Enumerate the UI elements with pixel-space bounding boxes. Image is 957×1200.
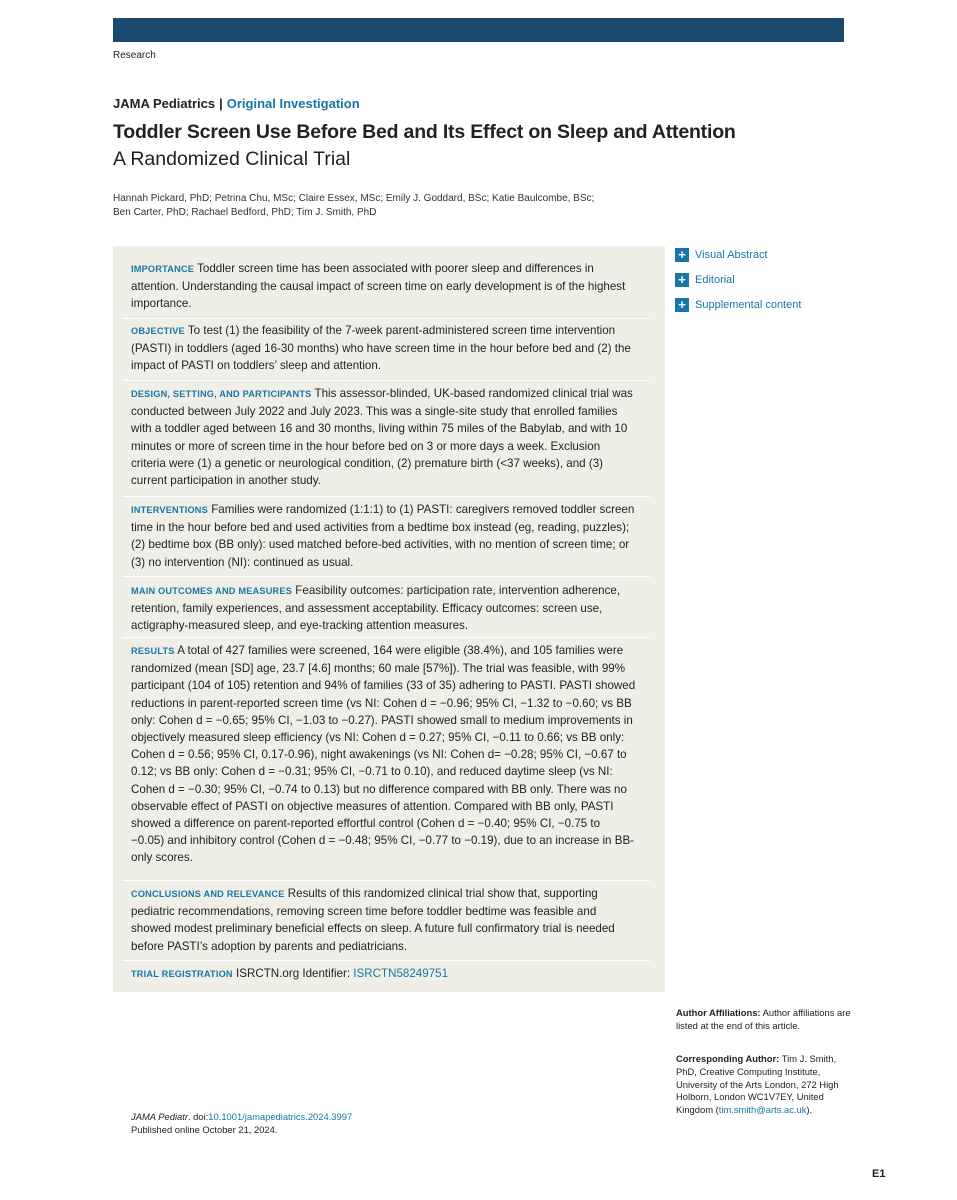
abstract-results — [131, 642, 636, 867]
abstract-interventions — [131, 501, 636, 571]
divider — [123, 960, 650, 961]
abstract-heading: OBJECTIVE — [131, 326, 185, 336]
journal-line — [113, 96, 360, 111]
supplemental-content-link[interactable] — [675, 292, 801, 317]
abstract-text: To test (1) the feasibility of the 7-week parent-administered screen time intervention (PASTI) in toddlers (aged 16-30 months) who have screen time in the hour before bed and (2) the impact of PASTI on toddlers’ sleep and attention. — [131, 324, 631, 373]
abstract-text: Families were randomized (1:1:1) to (1) PASTI: caregivers removed toddler screen time in the hour before bed and used activities from a bedtime box instead (eg, reading, puzzles); (2) bedtime box (BB only): used matched before-bed activities, with no mention of screen time; or (3) no intervention (NI): continued as usual. — [131, 503, 635, 569]
abstract-box — [113, 246, 665, 992]
registration-link[interactable]: ISRCTN58249751 — [353, 967, 449, 980]
plus-icon: + — [675, 273, 689, 287]
abstract-heading: RESULTS — [131, 646, 175, 656]
section-label: Research — [113, 50, 156, 61]
affiliations-heading: Author Affiliations: — [676, 1007, 761, 1018]
divider — [123, 496, 650, 497]
citation — [131, 1110, 352, 1136]
abstract-heading: DESIGN, SETTING, AND PARTICIPANTS — [131, 389, 312, 399]
affiliations-text: Author affiliations are listed at the end of this article. — [676, 1007, 851, 1031]
corresponding-heading: Corresponding Author: — [676, 1053, 780, 1064]
abstract-text: Toddler screen time has been associated with poorer sleep and differences in attention. Understanding the causal impact of screen time on early development is of the highest importance. — [131, 262, 626, 311]
plus-icon: + — [675, 298, 689, 312]
divider — [123, 318, 650, 319]
citation-doi-line — [131, 1110, 352, 1123]
divider — [123, 380, 650, 381]
abstract-conclusions — [131, 885, 636, 955]
abstract-importance — [131, 260, 636, 313]
abstract-text: A total of 427 families were screened, 164 were eligible (38.4%), and 105 families were randomized (mean [SD] age, 23.7 [4.6] months; 60 male [57%]). The trial was feasible, with 99% participant (104 of 105) retention and 94% of families (33 of 35) adhering to PASTI. PASTI showed reductions in parent-reported screen time (vs NI: Cohen d = −0.96; 95% CI, −1.32 to −0.60; vs BB only: Cohen d = −0.65; 95% CI, −1.03 to −0.27). PASTI showed small to medium improvements in objectively measured sleep efficiency (vs NI: Cohen d = 0.27; 95% CI, −0.11 to 0.66; vs BB only: Cohen d = 0.56; 95% CI, 0.17-0.96), night awakenings (vs NI: Cohen d= −0.28; 95% CI, −0.67 to 0.12; vs BB only: Cohen d = −0.31; 95% CI, −0.71 to 0.10), and reduced daytime sleep (vs NI: Cohen d = −0.30; 95% CI, −0.74 to 0.13) but no difference compared with BB only. There was no observable effect of PASTI on objective measures of attention. Compared with BB only, PASTI showed a difference on parent-reported effortful control (Cohen d = −0.40; 95% CI, −0.75 to −0.05) and inhibitory control (Cohen d = −0.48; 95% CI, −0.77 to −0.19), due to an increase in BB-only scores. — [131, 644, 636, 865]
abstract-text: Results of this randomized clinical trial show that, supporting pediatric recommendations, removing screen time before toddler bedtime was feasible and showed modest preliminary beneficial effects on sleep. A future full confirmatory trial is needed before PASTI’s adoption by parents and pediatricians. — [131, 887, 615, 953]
article-subtitle: A Randomized Clinical Trial — [113, 148, 351, 170]
visual-abstract-link[interactable] — [675, 242, 801, 267]
doi-prefix: . doi: — [187, 1111, 209, 1122]
plus-icon: + — [675, 248, 689, 262]
citation-journal: JAMA Pediatr — [131, 1111, 188, 1122]
divider — [123, 637, 650, 638]
editorial-link[interactable] — [675, 267, 801, 292]
article-title: Toddler Screen Use Before Bed and Its Effect on Sleep and Attention — [113, 121, 736, 143]
published-date: Published online October 21, 2024. — [131, 1124, 278, 1135]
divider — [123, 576, 650, 577]
separator: | — [219, 96, 223, 111]
link-label[interactable]: Visual Abstract — [695, 248, 768, 261]
email-close: ). — [806, 1104, 813, 1116]
email-link[interactable]: tim.smith@arts.ac.uk — [718, 1104, 807, 1116]
abstract-outcomes — [131, 582, 636, 635]
abstract-heading: TRIAL REGISTRATION — [131, 969, 233, 979]
corresponding-author — [676, 1053, 852, 1117]
email-open: ( — [715, 1104, 719, 1116]
link-label[interactable]: Editorial — [695, 273, 735, 286]
author-affiliations — [676, 1007, 852, 1033]
abstract-text: This assessor-blinded, UK-based randomized clinical trial was conducted between July 2022 and July 2023. This was a single-site study that enrolled families with a toddler aged between 16 and 30 months, living within 75 miles of the Babylab, and with 10 minutes or more of screen time in the hour before bed on 3 or more days a week. Exclusion criteria were (1) a genetic or neurological condition, (2) premature birth (<37 weeks), and (3) current participation in another study. — [131, 387, 633, 488]
abstract-objective — [131, 322, 636, 375]
abstract-text: Feasibility outcomes: participation rate, intervention adherence, retention, family experiences, and assessment acceptability. Efficacy outcomes: screen use, actigraphy-measured sleep, and eye-tracking attention measures. — [131, 584, 621, 633]
abstract-text: ISRCTN.org Identifier: — [236, 967, 351, 980]
corresponding-text: Tim J. Smith, PhD, Creative Computing Institute, University of the Arts London, 272 High Holborn, London WC1V7EY, United Kingdom — [676, 1053, 839, 1116]
abstract-design — [131, 385, 636, 489]
divider — [123, 880, 650, 881]
authors-line-2: Ben Carter, PhD; Rachael Bedford, PhD; Tim J. Smith, PhD — [113, 207, 377, 218]
link-label[interactable]: Supplemental content — [695, 298, 802, 311]
header-bar — [113, 18, 844, 42]
abstract-heading: IMPORTANCE — [131, 264, 195, 274]
authors-line-1: Hannah Pickard, PhD; Petrina Chu, MSc; Claire Essex, MSc; Emily J. Goddard, BSc; Katie Baulcombe, BSc; — [113, 193, 595, 204]
journal-name: JAMA Pediatrics — [113, 96, 216, 111]
article-type: Original Investigation — [226, 96, 360, 111]
related-content-links — [675, 242, 801, 317]
doi-link[interactable]: 10.1001/jamapediatrics.2024.3997 — [208, 1111, 353, 1122]
abstract-heading: CONCLUSIONS AND RELEVANCE — [131, 889, 285, 899]
abstract-heading: INTERVENTIONS — [131, 505, 208, 515]
page-number: E1 — [872, 1168, 886, 1180]
author-list — [113, 192, 673, 220]
abstract-heading: MAIN OUTCOMES AND MEASURES — [131, 586, 293, 596]
abstract-registration — [131, 965, 636, 983]
